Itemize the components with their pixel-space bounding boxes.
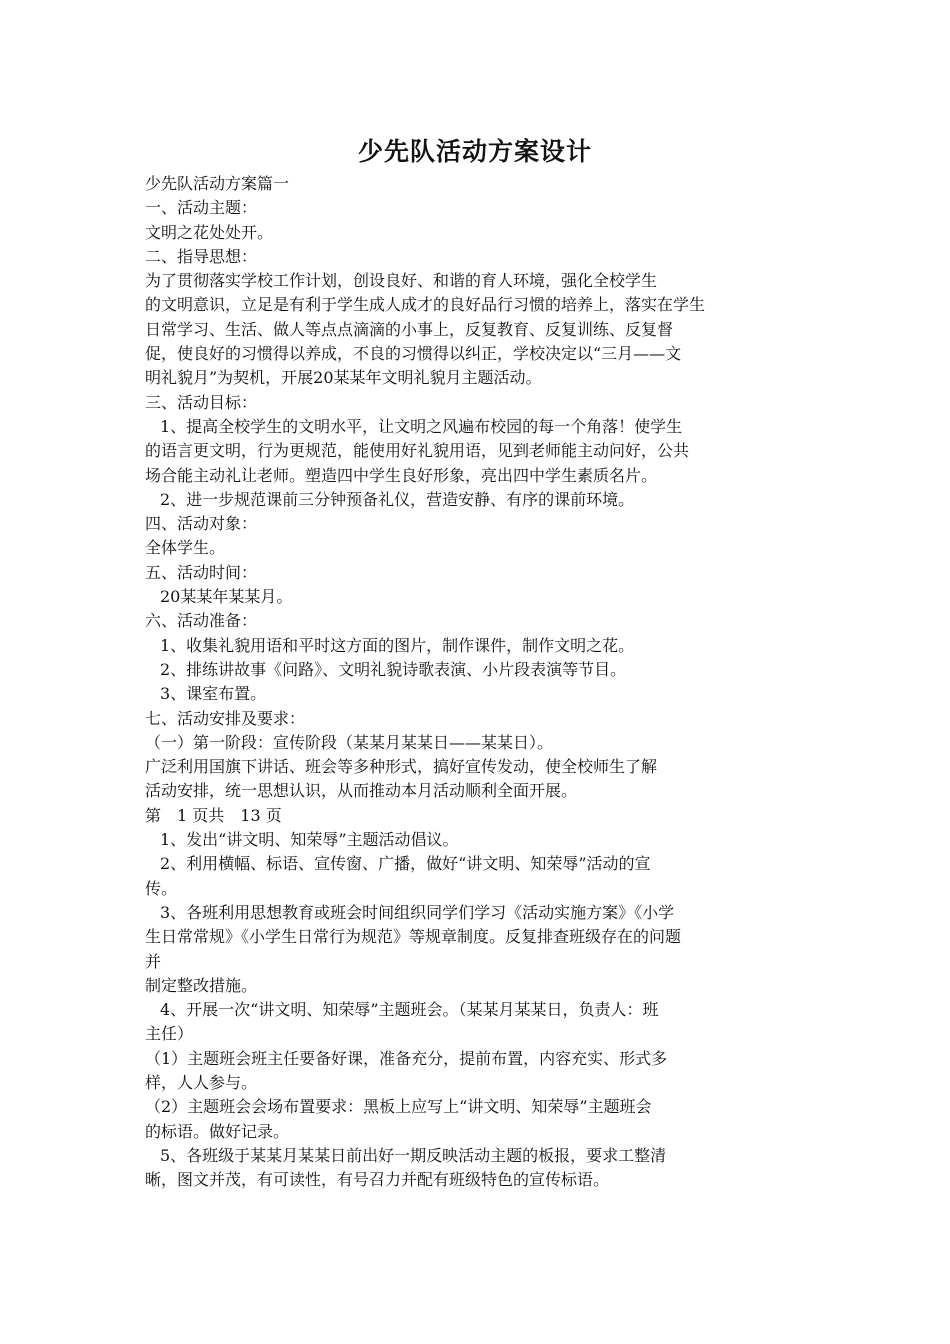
text-line: 四、活动对象： bbox=[145, 514, 258, 534]
text-line: 第 1 页共 13 页 bbox=[145, 805, 282, 825]
text-line: （一）第一阶段：宣传阶段（某某月某某日——某某日）。 bbox=[145, 732, 554, 752]
text-line: 并 bbox=[145, 951, 162, 971]
text-line: 2、排练讲故事《问路》、文明礼貌诗歌表演、小片段表演等节目。 bbox=[160, 659, 627, 679]
text-line: 少先队活动方案篇一 bbox=[145, 174, 290, 193]
text-line: 广泛利用国旗下讲话、班会等多种形式，搞好宣传发动，使全校师生了解 bbox=[145, 757, 658, 777]
text-line: 2、进一步规范课前三分钟预备礼仪，营造安静、有序的课前环境。 bbox=[160, 489, 635, 509]
text-line: 五、活动时间： bbox=[145, 562, 258, 582]
text-line: 1、发出“讲文明、知荣辱”主题活动倡议。 bbox=[160, 830, 459, 850]
text-line: 的标语。做好记录。 bbox=[145, 1121, 290, 1141]
text-line: 六、活动准备： bbox=[145, 611, 258, 631]
text-line: 三、活动目标： bbox=[145, 392, 258, 412]
text-line: 活动安排，统一思想认识，从而推动本月活动顺利全面开展。 bbox=[145, 781, 578, 801]
text-line: 5、各班级于某某月某某日前出好一期反映活动主题的板报，要求工整清 bbox=[160, 1145, 667, 1165]
text-line: 的语言更文明，行为更规范，能使用好礼貌用语，见到老师能主动问好，公共 bbox=[145, 441, 690, 461]
document-title: 少先队活动方案设计 bbox=[357, 137, 592, 166]
text-line: 主任） bbox=[145, 1024, 194, 1044]
text-line: 传。 bbox=[145, 878, 178, 898]
text-line: 4、开展一次“讲文明、知荣辱”主题班会。（某某月某某日，负责人：班 bbox=[160, 1000, 659, 1020]
text-line: 1、收集礼貌用语和平时这方面的图片，制作课件，制作文明之花。 bbox=[160, 635, 635, 655]
text-line: 文明之花处处开。 bbox=[145, 222, 274, 242]
text-line: 二、指导思想： bbox=[145, 246, 258, 266]
text-line: （2）主题班会会场布置要求：黑板上应写上“讲文明、知荣辱”主题班会 bbox=[145, 1097, 652, 1117]
text-line: 全体学生。 bbox=[145, 538, 226, 558]
text-line: 促，使良好的习惯得以养成，不良的习惯得以纠正，学校决定以“三月——文 bbox=[145, 344, 682, 364]
document-body bbox=[145, 172, 815, 1192]
text-line: 七、活动安排及要求： bbox=[145, 708, 306, 728]
text-line: 的文明意识，立足是有利于学生成人成才的良好品行习惯的培养上，落实在学生 bbox=[145, 295, 706, 315]
text-line: （1）主题班会班主任要备好课，准备充分，提前布置，内容充实、形式多 bbox=[145, 1048, 668, 1068]
text-line: 20某某年某某月。 bbox=[160, 587, 293, 607]
text-line: 明礼貌月”为契机，开展20某某年文明礼貌月主题活动。 bbox=[145, 368, 542, 388]
text-line: 晰，图文并茂，有可读性，有号召力并配有班级特色的宣传标语。 bbox=[145, 1170, 610, 1190]
text-line: 场合能主动礼让老师。塑造四中学生良好形象，亮出四中学生素质名片。 bbox=[145, 465, 658, 485]
text-line: 日常学习、生活、做人等点点滴滴的小事上，反复教育、反复训练、反复督 bbox=[145, 319, 674, 339]
text-line: 制定整改措施。 bbox=[145, 975, 258, 995]
text-line: 3、课室布置。 bbox=[160, 684, 267, 704]
text-line: 1、提高全校学生的文明水平，让文明之风遍布校园的每一个角落！使学生 bbox=[160, 416, 683, 436]
text-line: 一、活动主题： bbox=[145, 198, 258, 218]
text-line: 生日常常规》《小学生日常行为规范》等规章制度。反复排查班级存在的问题 bbox=[145, 927, 682, 947]
text-line: 3、各班利用思想教育或班会时间组织同学们学习《活动实施方案》《小学 bbox=[160, 902, 675, 922]
text-line: 为了贯彻落实学校工作计划，创设良好、和谐的育人环境，强化全校学生 bbox=[145, 271, 658, 291]
text-line: 2、利用横幅、标语、宣传窗、广播，做好“讲文明、知荣辱”活动的宣 bbox=[160, 854, 651, 874]
text-line: 样，人人参与。 bbox=[145, 1072, 258, 1092]
